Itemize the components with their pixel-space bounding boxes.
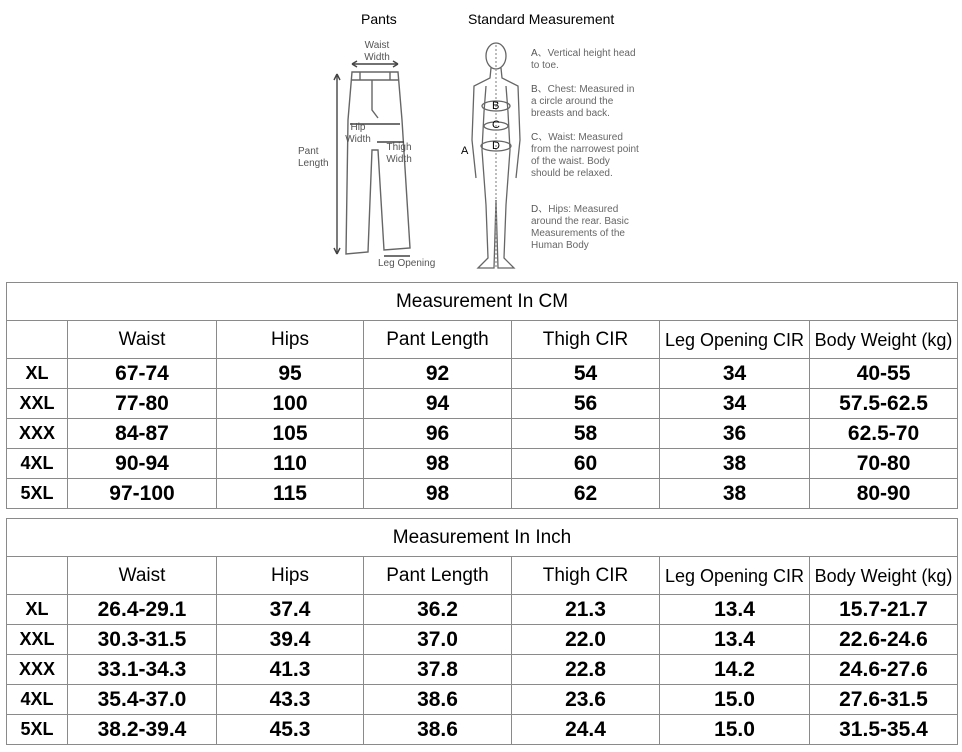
thigh-width-label: Thigh Width (386, 142, 412, 165)
value-cell: 92 (364, 359, 512, 389)
header-cell: Hips (217, 321, 364, 359)
letter-a-label: A (461, 145, 469, 157)
cm-header-row (7, 321, 958, 359)
value-cell: 115 (217, 479, 364, 509)
pants-title: Pants (361, 11, 397, 27)
value-cell: 62.5-70 (810, 419, 958, 449)
value-cell: 38.6 (364, 715, 512, 745)
size-label-cell: 4XL (7, 685, 68, 715)
value-cell: 45.3 (217, 715, 364, 745)
header-cell: Thigh CIR (512, 321, 660, 359)
header-cell (7, 557, 68, 595)
value-cell: 22.0 (512, 625, 660, 655)
header-cell: Waist (68, 557, 217, 595)
size-label-cell: XXX (7, 419, 68, 449)
size-label-cell: XL (7, 359, 68, 389)
table-row (7, 685, 958, 715)
value-cell: 98 (364, 449, 512, 479)
value-cell: 70-80 (810, 449, 958, 479)
table-row (7, 715, 958, 745)
letter-c-label: C (492, 119, 500, 131)
value-cell: 22.8 (512, 655, 660, 685)
value-cell: 15.7-21.7 (810, 595, 958, 625)
inch-table-caption: Measurement In Inch (7, 519, 958, 557)
value-cell: 13.4 (660, 625, 810, 655)
value-cell: 36 (660, 419, 810, 449)
value-cell: 26.4-29.1 (68, 595, 217, 625)
value-cell: 38.2-39.4 (68, 715, 217, 745)
value-cell: 23.6 (512, 685, 660, 715)
size-label-cell: 4XL (7, 449, 68, 479)
value-cell: 13.4 (660, 595, 810, 625)
value-cell: 24.6-27.6 (810, 655, 958, 685)
value-cell: 38.6 (364, 685, 512, 715)
table-row (7, 479, 958, 509)
size-label-cell: XXL (7, 389, 68, 419)
value-cell: 97-100 (68, 479, 217, 509)
cm-size-table (6, 282, 958, 509)
value-cell: 33.1-34.3 (68, 655, 217, 685)
value-cell: 37.4 (217, 595, 364, 625)
size-label-cell: XXL (7, 625, 68, 655)
value-cell: 37.8 (364, 655, 512, 685)
header-cell: Body Weight (kg) (810, 321, 958, 359)
table-row (7, 595, 958, 625)
value-cell: 90-94 (68, 449, 217, 479)
value-cell: 110 (217, 449, 364, 479)
value-cell: 67-74 (68, 359, 217, 389)
header-cell: Hips (217, 557, 364, 595)
value-cell: 39.4 (217, 625, 364, 655)
header-cell: Waist (68, 321, 217, 359)
value-cell: 95 (217, 359, 364, 389)
value-cell: 22.6-24.6 (810, 625, 958, 655)
standard-measurement-title: Standard Measurement (468, 11, 615, 27)
header-cell (7, 321, 68, 359)
value-cell: 105 (217, 419, 364, 449)
value-cell: 31.5-35.4 (810, 715, 958, 745)
note-b: B、Chest: Measured in a circle around the breasts and back. (531, 84, 635, 119)
value-cell: 41.3 (217, 655, 364, 685)
value-cell: 35.4-37.0 (68, 685, 217, 715)
header-cell: Body Weight (kg) (810, 557, 958, 595)
value-cell: 57.5-62.5 (810, 389, 958, 419)
value-cell: 62 (512, 479, 660, 509)
value-cell: 100 (217, 389, 364, 419)
value-cell: 37.0 (364, 625, 512, 655)
table-row (7, 655, 958, 685)
value-cell: 40-55 (810, 359, 958, 389)
value-cell: 21.3 (512, 595, 660, 625)
measurement-diagram (0, 0, 962, 280)
note-d: D、Hips: Measured around the rear. Basic Measurements of the Human Body (531, 204, 629, 251)
value-cell: 38 (660, 449, 810, 479)
value-cell: 60 (512, 449, 660, 479)
value-cell: 77-80 (68, 389, 217, 419)
value-cell: 96 (364, 419, 512, 449)
value-cell: 54 (512, 359, 660, 389)
value-cell: 56 (512, 389, 660, 419)
value-cell: 15.0 (660, 715, 810, 745)
value-cell: 94 (364, 389, 512, 419)
value-cell: 27.6-31.5 (810, 685, 958, 715)
letter-d-label: D (492, 140, 500, 152)
header-cell: Leg Opening CIR (660, 557, 810, 595)
value-cell: 38 (660, 479, 810, 509)
table-row (7, 389, 958, 419)
note-a: A、Vertical height head to toe. (531, 48, 636, 71)
note-c: C、Waist: Measured from the narrowest point of the waist. Body should be relaxed. (531, 132, 639, 179)
waist-width-label: Waist Width (364, 40, 390, 63)
value-cell: 98 (364, 479, 512, 509)
value-cell: 24.4 (512, 715, 660, 745)
leg-opening-label: Leg Opening (378, 258, 436, 269)
value-cell: 80-90 (810, 479, 958, 509)
size-label-cell: XXX (7, 655, 68, 685)
diagram-illustration (0, 0, 962, 280)
table-row (7, 359, 958, 389)
header-cell: Pant Length (364, 557, 512, 595)
hip-width-label: Hip Width (345, 122, 371, 145)
value-cell: 43.3 (217, 685, 364, 715)
header-cell: Leg Opening CIR (660, 321, 810, 359)
value-cell: 30.3-31.5 (68, 625, 217, 655)
value-cell: 15.0 (660, 685, 810, 715)
inch-size-table (6, 518, 958, 745)
header-cell: Pant Length (364, 321, 512, 359)
table-row (7, 625, 958, 655)
value-cell: 34 (660, 359, 810, 389)
table-row (7, 419, 958, 449)
value-cell: 14.2 (660, 655, 810, 685)
size-label-cell: 5XL (7, 479, 68, 509)
value-cell: 36.2 (364, 595, 512, 625)
value-cell: 58 (512, 419, 660, 449)
table-row (7, 449, 958, 479)
inch-header-row (7, 557, 958, 595)
cm-table-caption: Measurement In CM (7, 283, 958, 321)
value-cell: 84-87 (68, 419, 217, 449)
value-cell: 34 (660, 389, 810, 419)
size-label-cell: XL (7, 595, 68, 625)
body-figure-illustration (472, 43, 520, 268)
size-label-cell: 5XL (7, 715, 68, 745)
header-cell: Thigh CIR (512, 557, 660, 595)
pant-length-label: Pant Length (298, 146, 329, 169)
letter-b-label: B (492, 100, 500, 112)
